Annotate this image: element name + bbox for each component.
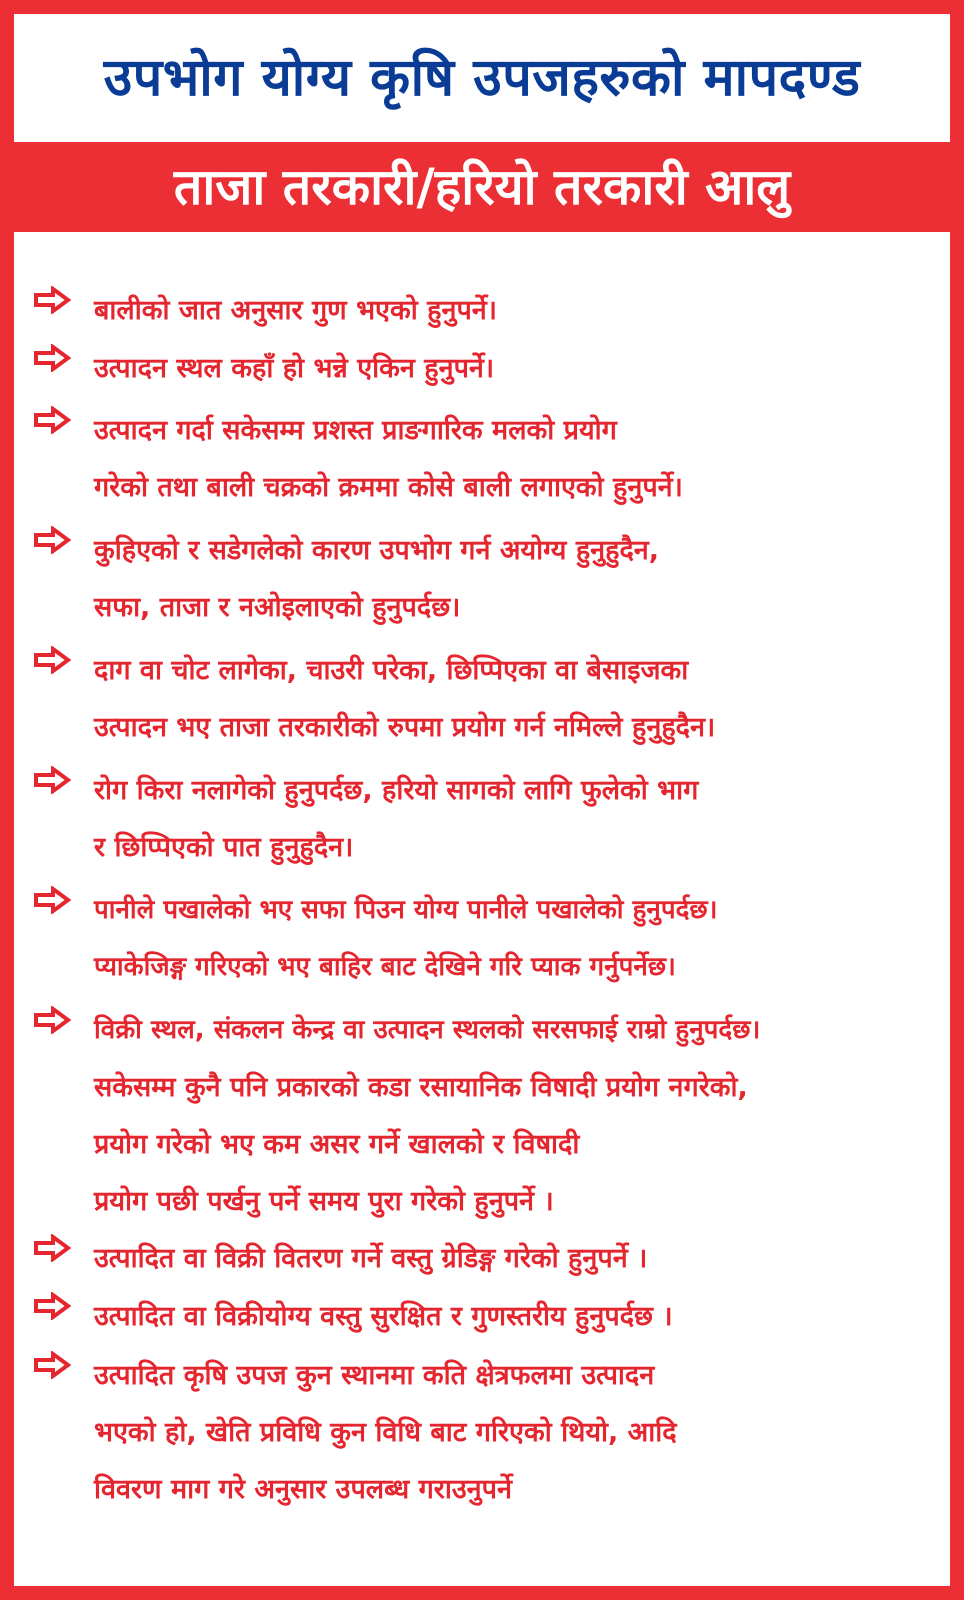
criteria-line: गरेको तथा बाली चक्रको क्रममा कोसे बाली लगाएको हुनुपर्ने। [94,472,683,503]
criteria-line: उत्पादन भए ताजा तरकारीको रुपमा प्रयोग गर्न नमिल्ले हुनुहुदैन। [94,712,716,743]
criteria-line: कुहिएको र सडेगलेको कारण उपभोग गर्न अयोग्य हुनुहुदैन, [94,535,660,566]
criteria-line: उत्पादित कृषि उपज कुन स्थानमा कति क्षेत्रफलमा उत्पादन [94,1360,655,1391]
arrow-right-icon [32,1006,72,1034]
criteria-item [32,1288,942,1345]
criteria-item [32,522,942,636]
criteria-item [32,1230,942,1287]
criteria-line: प्रयोग गरेको भए कम असर गर्ने खालको र विषादी [94,1129,580,1160]
criteria-line: सकेसम्म कुनै पनि प्रकारको कडा रसायानिक विषादी प्रयोग नगरेको, [94,1072,748,1103]
arrow-right-icon [32,886,72,914]
criteria-line: उत्पादित वा विक्रीयोग्य वस्तु सुरक्षित र गुणस्तरीय हुनुपर्दछ । [94,1301,673,1332]
criteria-item [32,1347,942,1518]
criteria-line: विवरण माग गरे अनुसार उपलब्ध गराउनुपर्ने [94,1474,512,1505]
arrow-right-icon [32,406,72,434]
criteria-item [32,642,942,756]
criteria-line: प्रयोग पछी पर्खनु पर्ने समय पुरा गरेको हुनुपर्ने । [94,1186,554,1217]
criteria-list [14,232,950,1586]
subtitle-banner [14,142,950,232]
criteria-line: रोग किरा नलागेको हुनुपर्दछ, हरियो सागको लागि फुलेको भाग [94,775,699,806]
criteria-item [32,882,942,996]
arrow-right-icon [32,344,72,372]
criteria-item [32,282,942,339]
criteria-item [32,340,942,397]
criteria-line: प्याकेजिङ्ग गरिएको भए बाहिर बाट देखिने गरि प्याक गर्नुपर्नेछ। [94,952,676,982]
criteria-line: सफा, ताजा र नओइलाएको हुनुपर्दछ। [94,592,461,623]
criteria-item [32,1002,942,1230]
criteria-line: बालीको जात अनुसार गुण भएको हुनुपर्ने। [94,295,497,326]
page-subtitle: ताजा तरकारी/हरियो तरकारी आलु [173,158,791,216]
page-title: उपभोग योग्य कृषि उपजहरुको मापदण्ड [103,48,861,108]
criteria-item [32,762,942,876]
criteria-line: उत्पादन गर्दा सकेसम्म प्रशस्त प्राङगारिक मलको प्रयोग [94,415,617,446]
criteria-line: पानीले पखालेको भए सफा पिउन योग्य पानीले पखालेको हुनुपर्दछ। [94,895,718,925]
arrow-right-icon [32,286,72,314]
title-banner [14,14,950,142]
arrow-right-icon [32,766,72,794]
criteria-line: दाग वा चोट लागेका, चाउरी परेका, छिप्पिएका वा बेसाइजका [94,655,689,686]
criteria-line: विक्री स्थल, संकलन केन्द्र वा उत्पादन स्थलको सरसफाई राम्रो हुनुपर्दछ। [94,1015,761,1045]
arrow-right-icon [32,646,72,674]
criteria-line: उत्पादित वा विक्री वितरण गर्ने वस्तु ग्रेडिङ्ग गरेको हुनुपर्ने । [94,1243,648,1274]
criteria-line: र छिप्पिएको पात हुनुहुदैन। [94,832,354,863]
arrow-right-icon [32,1351,72,1379]
arrow-right-icon [32,1292,72,1320]
criteria-line: भएको हो, खेति प्रविधि कुन विधि बाट गरिएको थियो, आदि [94,1417,677,1448]
arrow-right-icon [32,1234,72,1262]
criteria-line: उत्पादन स्थल कहाँ हो भन्ने एकिन हुनुपर्ने। [94,353,495,384]
arrow-right-icon [32,526,72,554]
criteria-item [32,402,942,516]
